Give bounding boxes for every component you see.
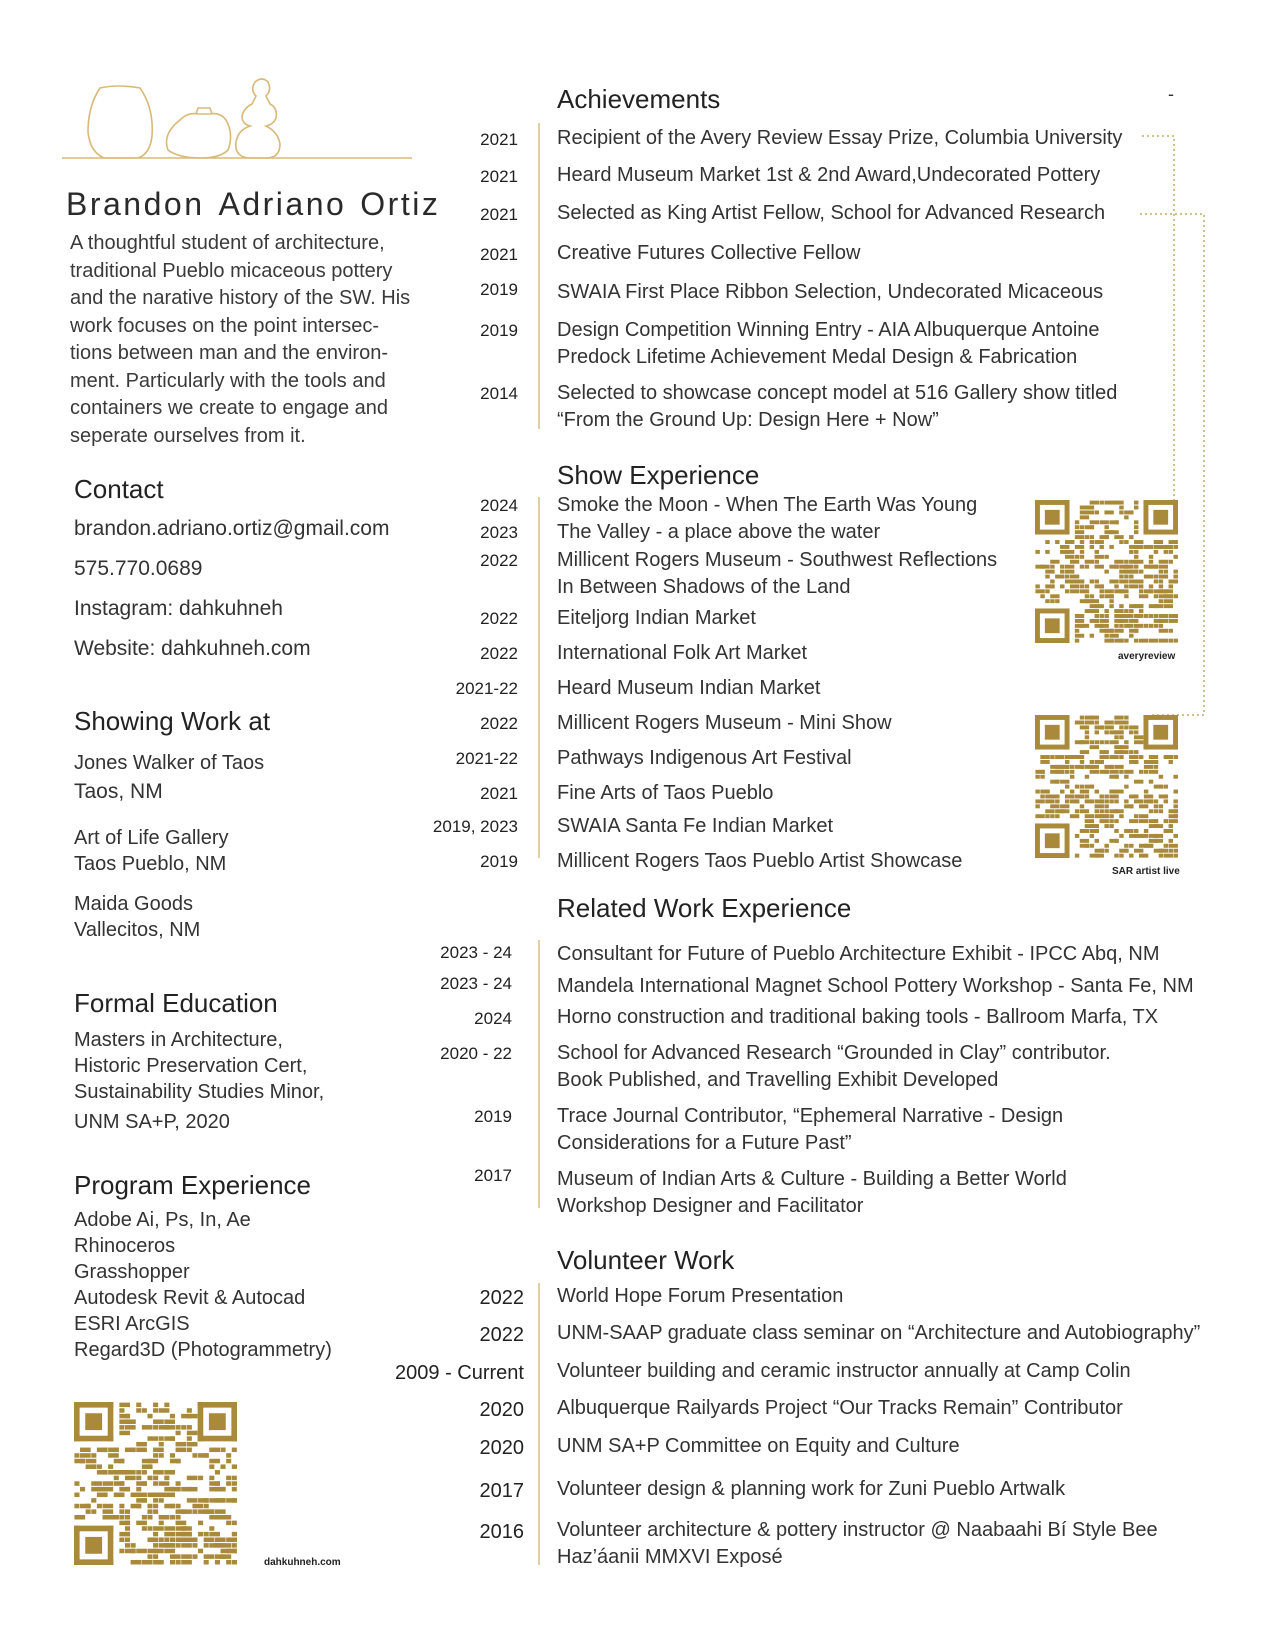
volunteer-heading: Volunteer Work [557,1245,735,1275]
volunteer-entry-line: Haz’áanii MMXVI Exposé [557,1546,783,1568]
achievements-entry [557,162,1100,189]
bio-line: and the narative history of the SW. His [70,287,411,309]
pottery-logo [60,78,415,162]
achievements-entry-line: Design Competition Winning Entry - AIA Albuquerque Antoine [557,319,1100,341]
related-entry [557,1004,1158,1031]
corner-mark: - [1168,84,1174,104]
related-heading: Related Work Experience [557,893,852,923]
shows-entry-line: In Between Shadows of the Land [557,576,851,598]
achievements-year: 2019 [480,280,518,299]
education-list [74,1027,324,1135]
volunteer-year: 2016 [479,1521,524,1543]
program-item: Grasshopper [74,1261,190,1283]
bio-line: ment. Particularly with the tools and [70,369,386,392]
shows-year: 2021 [480,784,518,803]
shows-entry [557,848,962,875]
shows-entry-line: International Folk Art Market [557,642,808,664]
venue-place: Taos Pueblo, NM [74,853,227,875]
venue-place: Vallecitos, NM [74,919,201,941]
venue-1 [74,750,264,805]
first-name: Brandon [66,186,205,222]
phone-number: 575.770.0689 [74,557,203,580]
education-line: Historic Preservation Cert, [74,1055,308,1077]
related-entry-line: Book Published, and Travelling Exhibit Developed [557,1069,999,1091]
showing-heading: Showing Work at [74,706,271,736]
achievements-entry-line: SWAIA First Place Ribbon Selection, Undecorated Micaceous [557,281,1104,303]
volunteer-entry-line: Albuquerque Railyards Project “Our Tracks Remain” Contributor [557,1397,1123,1419]
related-year: 2019 [474,1107,512,1126]
volunteer-entry-line: Volunteer architecture & pottery instructor @ Naabaahi Bí Style Bee [557,1519,1158,1541]
achievements-entry-line: “From the Ground Up: Design Here + Now” [557,409,939,431]
shows-year: 2024 [480,496,518,515]
qr-label-averyreview: averyreview [1118,651,1176,662]
bio-line: A thoughtful student of architecture, [70,232,385,254]
related-entry-line: Workshop Designer and Facilitator [557,1195,864,1217]
volunteer-year: 2022 [479,1287,524,1309]
shows-entry-line: Fine Arts of Taos Pueblo [557,782,774,804]
shows-heading: Show Experience [557,460,760,490]
shows-year: 2023 [480,523,518,542]
qr-label-dahkuhneh: dahkuhneh.com [264,1557,341,1568]
volunteer-entry [557,1395,1123,1422]
shows-entry-line: Smoke the Moon - When The Earth Was Young [557,494,978,516]
shows-entry [557,547,997,601]
achievements-year: 2021 [480,205,518,224]
related-rule [538,940,540,1208]
shows-entry [557,813,833,840]
shows-year: 2019 [480,852,518,871]
shows-year: 2022 [480,551,518,570]
related-entry [557,1166,1067,1220]
achievements-year: 2019 [480,321,518,340]
volunteer-entry [557,1517,1158,1571]
shows-entry-line: Pathways Indigenous Art Festival [557,747,852,769]
program-item: Adobe Ai, Ps, In, Ae [74,1209,251,1231]
related-year: 2020 - 22 [440,1044,512,1063]
achievements-year: 2014 [480,384,518,403]
volunteer-year: 2022 [479,1324,524,1346]
shows-year: 2022 [480,644,518,663]
achievements-entry [557,240,860,267]
shows-entry [557,519,880,546]
related-year: 2023 - 24 [440,974,512,993]
shows-year: 2022 [480,609,518,628]
email-link[interactable]: brandon.adriano.ortiz@gmail.com [74,517,390,540]
shows-entry [557,675,820,702]
achievements-year: 2021 [480,245,518,264]
achievements-entry [557,317,1100,371]
shows-rule [538,497,540,858]
middle-name: Adriano [218,186,347,222]
contact-heading: Contact [74,474,164,504]
venue-name: Maida Goods [74,893,193,915]
volunteer-entry [557,1358,1131,1385]
shows-entry-line: Heard Museum Indian Market [557,677,821,699]
instagram-handle[interactable]: Instagram: dahkuhneh [74,597,283,620]
shows-entry-line: Millicent Rogers Museum - Southwest Reflections [557,549,998,571]
last-name: Ortiz [360,186,441,222]
education-line: Masters in Architecture, [74,1029,283,1051]
program-item: Autodesk Revit & Autocad [74,1287,306,1309]
bio-line: containers we create to engage and [70,397,388,419]
education-line: UNM SA+P, 2020 [74,1111,230,1133]
venue-place: Taos, NM [74,780,163,803]
related-year: 2023 - 24 [440,943,512,962]
related-entry-line: Trace Journal Contributor, “Ephemeral Narrative - Design [557,1105,1064,1127]
volunteer-entry-line: UNM SA+P Committee on Equity and Culture [557,1435,960,1457]
related-entry-line: School for Advanced Research “Grounded in Clay” contributor. [557,1042,1111,1064]
shows-entry [557,605,756,632]
program-item: Regard3D (Photogrammetry) [74,1339,332,1361]
shows-year: 2021-22 [455,679,518,698]
shows-entry [557,745,852,772]
related-entry-line: Mandela International Magnet School Pottery Workshop - Santa Fe, NM [557,975,1194,997]
shows-year: 2021-22 [455,749,518,768]
achievements-heading: Achievements [557,84,721,114]
education-heading: Formal Education [74,988,278,1018]
achievements-entry-line: Selected to showcase concept model at 516 Gallery show titled [557,382,1118,404]
achievements-rule [538,123,540,429]
achievements-entry [557,380,1117,434]
related-entry-line: Consultant for Future of Pueblo Architecture Exhibit - IPCC Abq, NM [557,943,1160,965]
volunteer-entry-line: Volunteer design & planning work for Zuni Pueblo Artwalk [557,1478,1066,1500]
related-entry [557,941,1160,968]
volunteer-year: 2020 [479,1399,524,1421]
achievements-entry-line: Creative Futures Collective Fellow [557,242,861,264]
shows-year: 2022 [480,714,518,733]
achievements-year: 2021 [480,130,518,149]
bio [70,230,440,450]
related-entry [557,1040,1111,1094]
related-entry [557,1103,1063,1157]
education-line: Sustainability Studies Minor, [74,1081,325,1103]
shows-entry [557,492,977,519]
volunteer-entry [557,1476,1065,1503]
bio-line: traditional Pueblo micaceous pottery [70,259,393,282]
sar-artist-live-qr-code[interactable] [1035,715,1178,858]
volunteer-entry [557,1320,1200,1347]
shows-entry [557,710,892,737]
achievements-entry-line: Predock Lifetime Achievement Medal Design & Fabrication [557,346,1078,368]
volunteer-entry-line: Volunteer building and ceramic instructor annually at Camp Colin [557,1360,1131,1382]
shows-entry [557,640,807,667]
related-year: 2024 [474,1009,512,1028]
venue-2 [74,825,229,877]
venue-name: Jones Walker of Taos [74,752,265,774]
related-entry [557,973,1194,1000]
achievements-entry [557,125,1122,152]
achievements-entry [557,279,1103,306]
related-entry-line: Considerations for a Future Past” [557,1132,852,1154]
shows-entry [557,780,773,807]
achievements-entry-line: Heard Museum Market 1st & 2nd Award,Undecorated Pottery [557,164,1101,186]
bio-line: tions between man and the environ- [70,342,388,364]
related-entry-line: Horno construction and traditional baking tools - Ballroom Marfa, TX [557,1006,1159,1028]
programs-heading: Program Experience [74,1170,311,1200]
bio-line: work focuses on the point intersec- [70,314,380,337]
averyreview-qr-code[interactable] [1035,500,1178,643]
achievements-year: 2021 [480,167,518,186]
achievements-entry-line: Recipient of the Avery Review Essay Prize, Columbia University [557,127,1123,149]
program-item: Rhinoceros [74,1235,176,1257]
volunteer-year: 2020 [479,1437,524,1459]
qr-label-sar: SAR artist live [1112,866,1180,877]
volunteer-year: 2009 - Current [395,1362,524,1384]
person-name [66,186,454,223]
shows-entry-line: The Valley - a place above the water [557,521,881,543]
venue-name: Art of Life Gallery [74,827,229,849]
achievements-entry [557,200,1105,227]
shows-year: 2019, 2023 [432,817,518,836]
volunteer-rule [538,1283,540,1565]
venue-3 [74,891,200,943]
shows-entry-line: SWAIA Santa Fe Indian Market [557,815,834,837]
volunteer-entry-line: World Hope Forum Presentation [557,1285,844,1307]
website-link[interactable]: Website: dahkuhneh.com [74,637,311,660]
volunteer-year: 2017 [479,1480,524,1502]
programs-list [74,1207,332,1363]
related-year: 2017 [474,1166,512,1185]
related-entry-line: Museum of Indian Arts & Culture - Building a Better World [557,1168,1067,1190]
achievements-entry-line: Selected as King Artist Fellow, School for Advanced Research [557,202,1106,224]
program-item: ESRI ArcGIS [74,1313,190,1335]
dahkuhneh-qr-code[interactable] [74,1402,237,1565]
shows-entry-line: Millicent Rogers Museum - Mini Show [557,712,892,734]
volunteer-entry-line: UNM-SAAP graduate class seminar on “Architecture and Autobiography” [557,1322,1201,1344]
shows-entry-line: Eiteljorg Indian Market [557,607,756,629]
volunteer-entry [557,1433,960,1460]
volunteer-entry [557,1283,843,1310]
bio-line: seperate ourselves from it. [70,424,306,447]
shows-entry-line: Millicent Rogers Taos Pueblo Artist Showcase [557,850,963,872]
